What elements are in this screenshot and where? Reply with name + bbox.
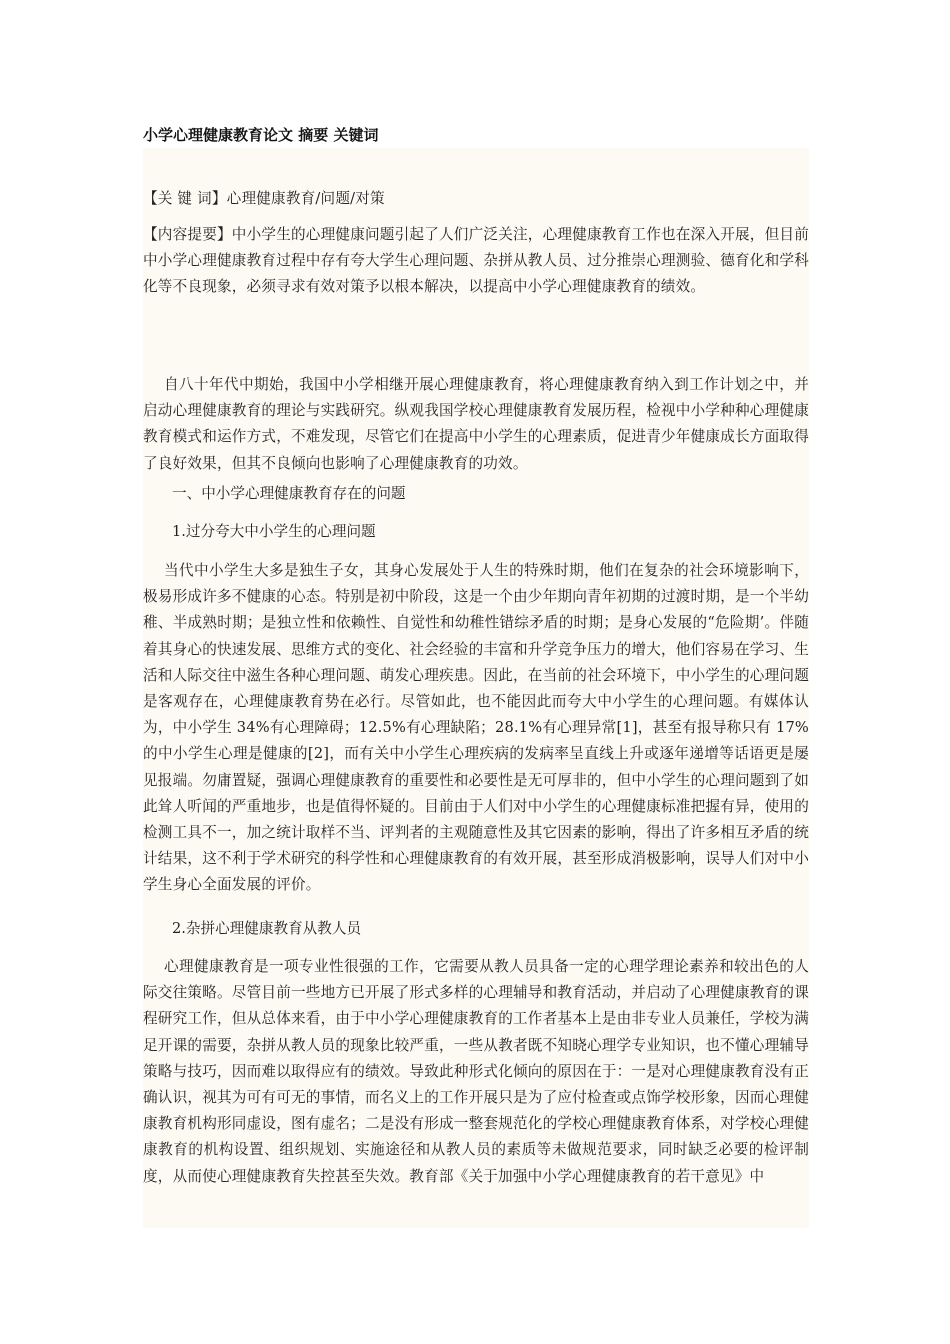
keywords-line: 【关 键 词】心理健康教育/问题/对策 (143, 190, 385, 207)
subsection-paragraph-1: 当代中小学生大多是独生子女，其身心发展处于人生的特殊时期，他们在复杂的社会环境影响下，极易形成许多不健康的心态。特别是初中阶段，这是一个由少年期向青年初期的过渡时期，是一个半幼稚、半成熟时期；是独立性和依赖性、自觉性和幼稚性错综矛盾的时期；是身心发展的“危险期’。伴随着其身心的快速发展、思维方式的变化、社会经验的丰富和升学竞争压力的增大，他们容易在学习、生活和人际交往中滋生各种心理问题、萌发心理疾患。因此，在当前的社会环境下，中小学生的心理问题是客观存在，心理健康教育势在必行。尽管如此，也不能因此而夸大中小学生的心理问题。有媒体认为，中小学生 34%有心理障碍；12.5%有心理缺陷；28.1%有心理异常[1]，甚至有报导称只有 17%的中小学生心理是健康的[2]，而有关中小学生心理疾病的发病率呈直线上升或逐年递增等话语更是屡见报端。勿庸置疑，强调心理健康教育的重要性和必要性是无可厚非的，但中小学生的心理问题到了如此耸人听闻的严重地步，也是值得怀疑的。目前由于人们对中小学生的心理健康标准把握有异，使用的检测工具不一，加之统计取样不当、评判者的主观随意性及其它因素的影响，得出了许多相互矛盾的统计结果，这不利于学术研究的科学性和心理健康教育的有效开展，甚至形成消极影响，误导人们对中小学生身心全面发展的评价。 (143, 562, 809, 894)
keywords-abstract-section (143, 148, 809, 368)
document-title: 小学心理健康教育论文 摘要 关键词 (143, 126, 379, 144)
intro-paragraph: 自八十年代中期始，我国中小学相继开展心理健康教育，将心理健康教育纳入到工作计划之中，并启动心理健康教育的理论与实践研究。纵观我国学校心理健康教育发展历程，检视中小学种种心理健康教育模式和运作方式，不难发现，尽管它们在提高中小学生的心理素质，促进青少年健康成长方面取得了良好效果，但其不良倾向也影响了心理健康教育的功效。 (143, 376, 809, 472)
abstract-paragraph: 【内容提要】中小学生的心理健康问题引起了人们广泛关注，心理健康教育工作也在深入开展，但目前中小学心理健康教育过程中存有夸大学生心理问题、杂拼从教人员、过分推崇心理测验、德育化和学科化等不良现象，必须寻求有效对策予以根本解决，以提高中小学心理健康教育的绩效。 (143, 226, 809, 296)
subsection-paragraph-2: 心理健康教育是一项专业性很强的工作，它需要从教人员具备一定的心理学理论素养和较出色的人际交往策略。尽管目前一些地方已开展了形式多样的心理辅导和教育活动，并启动了心理健康教育的课程研究工作，但从总体来看，由于中小学心理健康教育的工作者基本上是由非专业人员兼任，学校为满足开课的需要，杂拼从教人员的现象比较严重，一些从教者既不知晓心理学专业知识，也不懂心理辅导策略与技巧，因而难以取得应有的绩效。导致此种形式化倾向的原因在于：一是对心理健康教育没有正确认识，视其为可有可无的事情，而名义上的工作开展只是为了应付检查或点饰学校形象，因而心理健康教育机构形同虚设，图有虚名；二是没有形成一整套规范化的学校心理健康教育体系，对学校心理健康教育的机构设置、组织规划、实施途径和从教人员的素质等未做规范要求，同时缺乏必要的检评制度，从而使心理健康教育失控甚至失效。教育部《关于加强中小学心理健康教育的若干意见》中 (143, 958, 809, 1185)
main-body-section (143, 368, 809, 1228)
section-heading-problems: 一、中小学心理健康教育存在的问题 (172, 485, 406, 502)
subsection-heading-1: 1.过分夸大中小学生的心理问题 (172, 523, 376, 540)
subsection-heading-2: 2.杂拼心理健康教育从教人员 (172, 920, 362, 937)
